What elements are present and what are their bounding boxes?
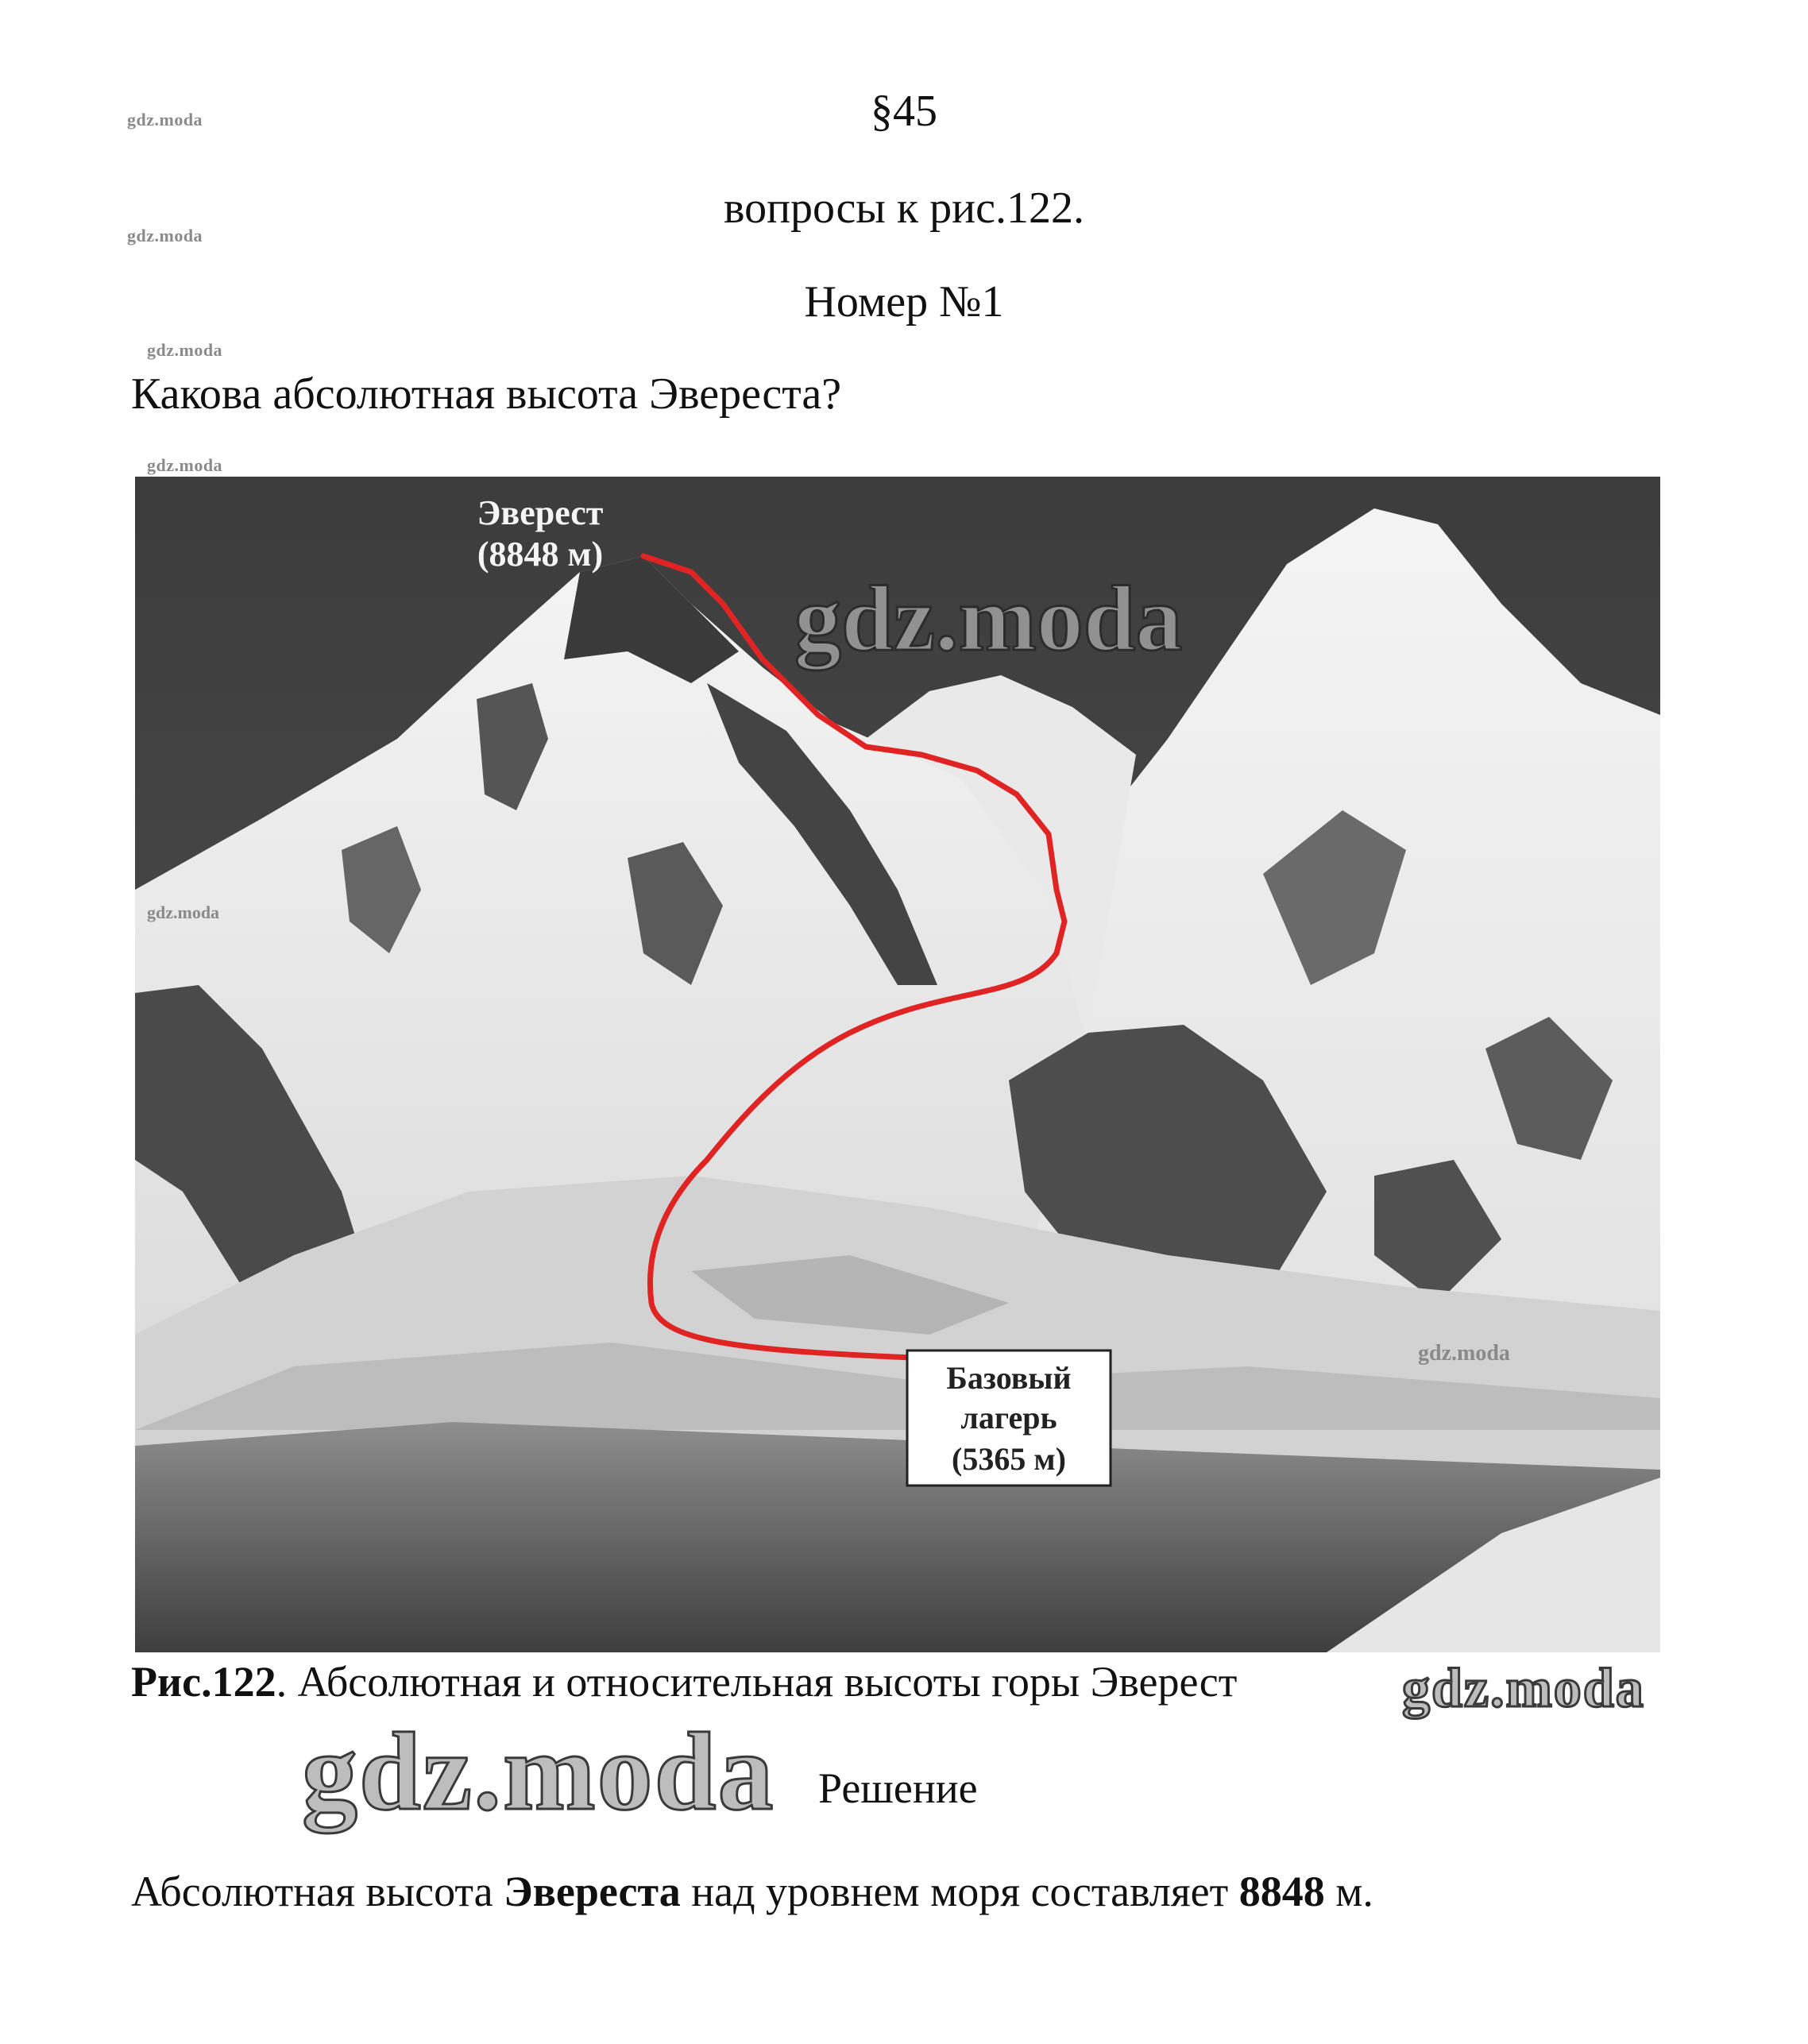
subtitle: вопросы к рис.122. [724,184,1084,233]
summit-label: Эверест [477,493,604,532]
answer-text [131,1867,1373,1916]
base-camp-label-2: лагерь [960,1400,1057,1435]
base-camp-label-1: Базовый [946,1360,1072,1396]
answer-bold: Эвереста [504,1868,681,1915]
answer-bold: 8848 [1238,1868,1325,1915]
watermark: gdz.moda [127,110,203,129]
watermark: gdz.moda [147,902,220,922]
watermark: gdz.moda [794,566,1183,670]
section-number: §45 [871,87,937,136]
watermark: gdz.moda [1418,1341,1510,1366]
watermark: gdz.moda [147,455,223,475]
watermark: gdz.moda [127,226,203,245]
base-camp-height: (5365 м) [952,1441,1066,1477]
answer-part: м. [1324,1868,1373,1915]
summit-height: (8848 м) [477,535,604,574]
answer-part: над уровнем моря составляет [680,1868,1239,1915]
figure-caption [131,1657,1237,1706]
watermark: gdz.moda [1402,1658,1645,1719]
caption-prefix: Рис.122 [131,1658,276,1706]
question-text: Какова абсолютная высота Эвереста? [131,369,842,419]
watermark: gdz.moda [302,1710,775,1833]
answer-part: Абсолютная высота [131,1868,504,1915]
question-number: Номер №1 [804,277,1004,326]
watermark: gdz.moda [147,340,223,360]
caption-text: . Абсолютная и относительная высоты горы Эверест [276,1658,1238,1706]
everest-photo [135,477,1660,1652]
solution-label: Решение [818,1764,978,1812]
